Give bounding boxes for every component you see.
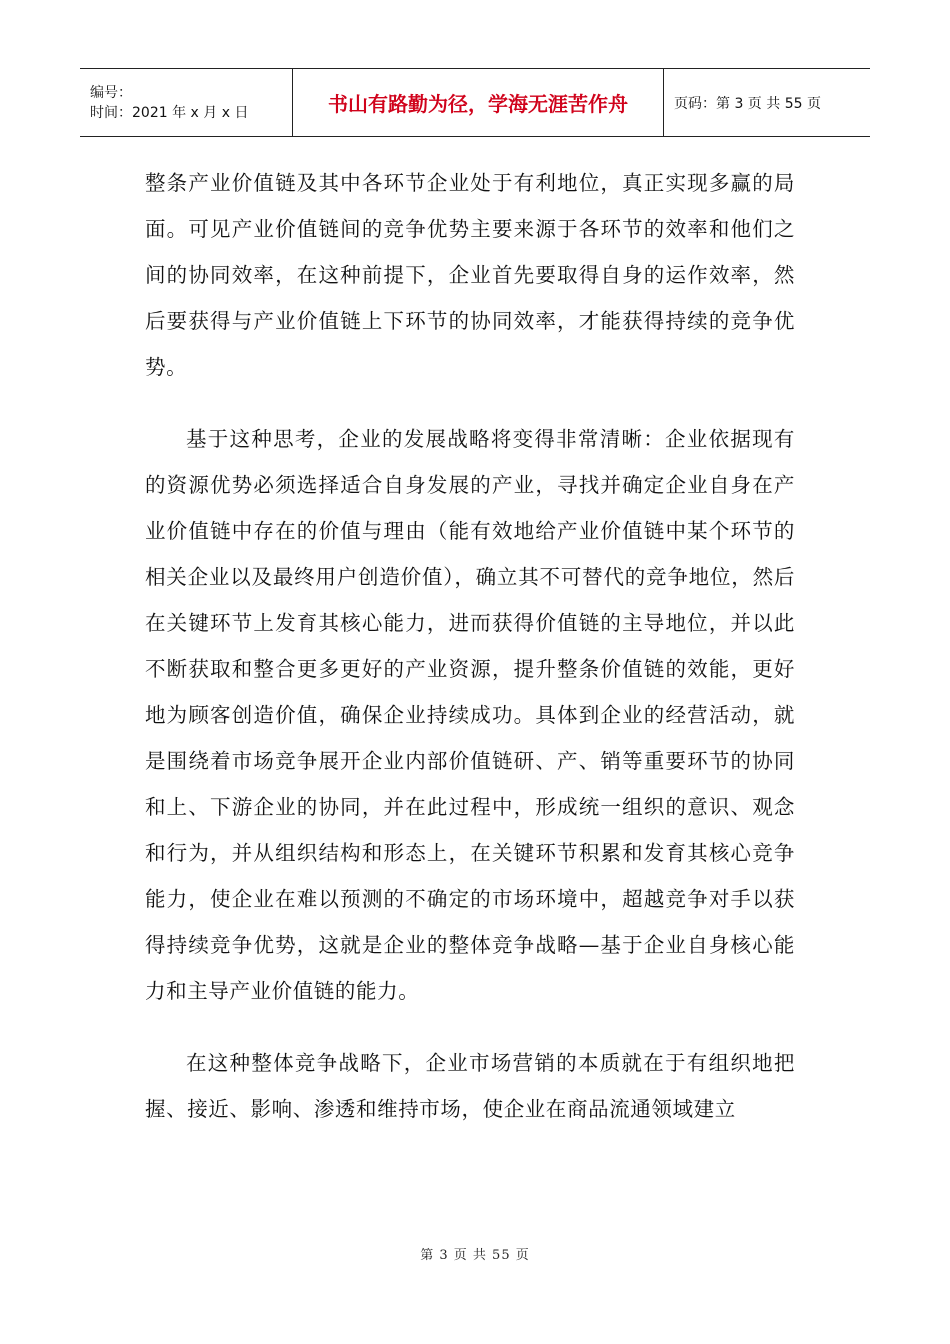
document-header — [80, 68, 870, 137]
paragraph-3: 在这种整体竞争战略下，企业市场营销的本质就在于有组织地把握、接近、影响、渗透和维持市场，使企业在商品流通领域建立 — [145, 1051, 795, 1121]
header-meta-cell — [80, 69, 293, 137]
paragraph-1: 整条产业价值链及其中各环节企业处于有利地位，真正实现多赢的局面。可见产业价值链间的竞争优势主要来源于各环节的效率和他们之间的协同效率，在这种前提下，企业首先要取得自身的运作效率，然后要获得与产业价值链上下环节的协同效率，才能获得持续的竞争优势。 — [145, 171, 795, 379]
document-body — [145, 160, 795, 1132]
document-date: 时间：2021 年 x 月 x 日 — [90, 104, 249, 121]
header-page-info: 页码：第 3 页 共 55 页 — [664, 69, 871, 137]
document-number-label: 编号： — [90, 84, 132, 101]
paragraph-2: 基于这种思考，企业的发展战略将变得非常清晰：企业依据现有的资源优势必须选择适合自身发展的产业，寻找并确定企业自身在产业价值链中存在的价值与理由（能有效地给产业价值链中某个环节的相关企业以及最终用户创造价值），确立其不可替代的竞争地位，然后在关键环节上发育其核心能力，进而获得价值链的主导地位，并以此不断获取和整合更多更好的产业资源，提升整条价值链的效能，更好地为顾客创造价值，确保企业持续成功。具体到企业的经营活动，就是围绕着市场竞争展开企业内部价值链研、产、销等重要环节的协同和上、下游企业的协同，并在此过程中，形成统一组织的意识、观念和行为，并从组织结构和形态上，在关键环节积累和发育其核心竞争能力，使企业在难以预测的不确定的市场环境中，超越竞争对手以获得持续竞争优势，这就是企业的整体竞争战略—基于企业自身核心能力和主导产业价值链的能力。 — [145, 427, 795, 1003]
page-footer: 第 3 页 共 55 页 — [420, 1248, 530, 1263]
header-motto: 书山有路勤为径，学海无涯苦作舟 — [293, 69, 664, 137]
